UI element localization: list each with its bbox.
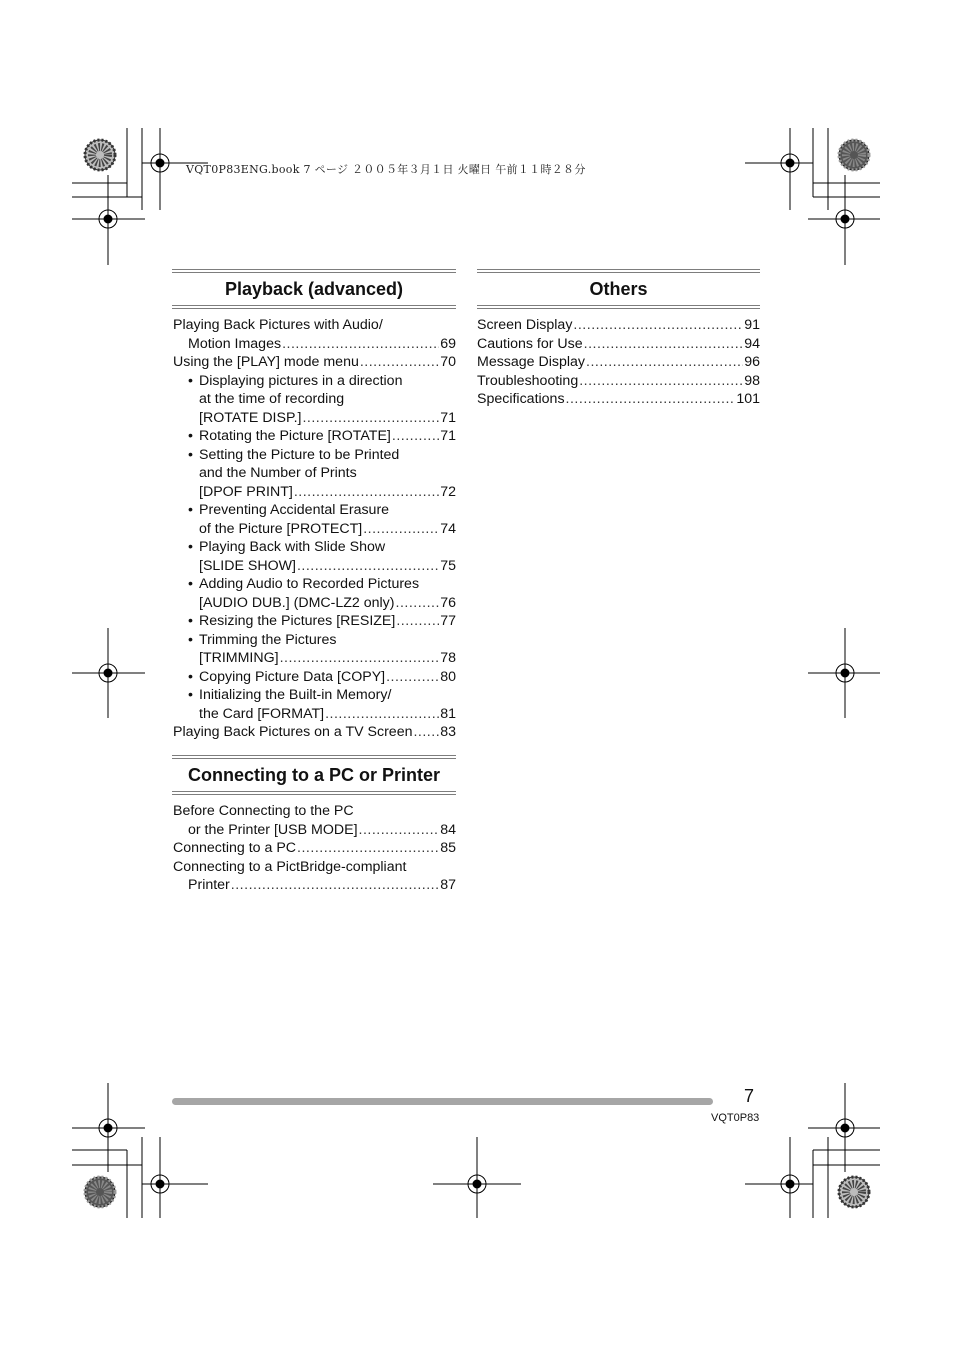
toc-entry[interactable]: • Initializing the Built-in Memory/ — [188, 687, 392, 703]
toc-entry[interactable]: Specifications ..... 101 — [477, 390, 760, 409]
registration-target-icon — [72, 1083, 145, 1172]
toc-entry[interactable]: • Displaying pictures in a direction — [188, 372, 403, 389]
registration-target-icon — [72, 175, 145, 265]
section-title-text: Connecting to a PC or Printer — [187, 765, 441, 785]
page-ref: 96 — [744, 354, 760, 370]
bullet: • — [188, 631, 193, 648]
toc-entry[interactable]: Connecting to a PictBridge-compliant — [173, 858, 407, 875]
registration-target-icon — [142, 1137, 208, 1218]
registration-target-icon — [72, 628, 145, 718]
toc-entry[interactable]: and the Number of Prints — [199, 465, 357, 481]
toc-entry[interactable]: [SLIDE SHOW] ..... 75 — [173, 557, 456, 576]
section-title-connecting — [172, 755, 456, 795]
model-code: VQT0P83 — [711, 1112, 760, 1124]
page-ref: 87 — [440, 877, 456, 893]
toc-entry[interactable]: Using the [PLAY] mode menu ..... 70 — [173, 353, 456, 372]
toc-entry[interactable]: [DPOF PRINT] ..... 72 — [173, 483, 456, 502]
page-ref: 76 — [440, 594, 456, 611]
toc-entry[interactable]: • Rotating the Picture [ROTATE] ..... 71 — [173, 427, 456, 446]
bullet: • — [188, 539, 193, 555]
section-title-playback — [172, 269, 456, 309]
section-title-others — [477, 269, 760, 309]
registration-target-icon — [745, 128, 813, 210]
page-ref: 78 — [440, 650, 456, 666]
bullet: • — [188, 502, 193, 518]
page-ref: 80 — [440, 668, 456, 685]
toc-entry[interactable]: [AUDIO DUB.] (DMC-LZ2 only) ..... 76 — [173, 594, 456, 613]
page-ref: 81 — [440, 705, 456, 722]
registration-target-icon — [745, 1137, 813, 1218]
page-ref: 71 — [440, 409, 456, 426]
toc-list-connecting — [173, 802, 456, 895]
page-ref: 72 — [440, 483, 456, 500]
toc-entry[interactable]: • Setting the Picture to be Printed — [188, 446, 400, 463]
page-ref: 98 — [744, 372, 760, 389]
toc-entry[interactable]: of the Picture [PROTECT] ..... 74 — [173, 520, 456, 539]
toc-entry[interactable]: • Adding Audio to Recorded Pictures — [188, 576, 420, 592]
page-ref: 91 — [744, 317, 760, 333]
toc-entry[interactable]: Connecting to a PC ..... 85 — [173, 839, 456, 858]
print-header: VQT0P83ENG.book 7 ページ ２００５年３月１日 火曜日 午前１１時２８分 — [186, 163, 586, 176]
color-registration-wheel-icon — [839, 1177, 869, 1207]
section-title-text: Playback (advanced) — [224, 279, 404, 299]
registration-target-icon — [433, 1137, 521, 1218]
bullet: • — [188, 687, 193, 703]
toc-entry[interactable]: Motion Images ..... 69 — [173, 335, 456, 354]
page-ref: 69 — [440, 335, 456, 352]
toc-entry[interactable]: the Card [FORMAT] ..... 81 — [173, 705, 456, 724]
page-number: 7 — [744, 1086, 755, 1106]
toc-entry[interactable]: or the Printer [USB MODE] ..... 84 — [173, 821, 456, 840]
registration-target-icon — [808, 1083, 880, 1172]
page-ref: 70 — [440, 354, 456, 370]
toc-entry[interactable]: [ROTATE DISP.] ..... 71 — [173, 409, 456, 428]
toc-entry[interactable]: Message Display ..... 96 — [477, 353, 760, 372]
bullet: • — [188, 576, 193, 592]
toc-entry[interactable]: Troubleshooting ..... 98 — [477, 372, 760, 391]
bullet: • — [188, 668, 193, 685]
page-ref: 71 — [440, 428, 456, 444]
toc-entry[interactable]: • Resizing the Pictures [RESIZE] ..... 77 — [173, 612, 456, 631]
toc-entry[interactable]: Printer ..... 87 — [173, 876, 456, 895]
registration-target-icon — [808, 628, 880, 718]
footer-rule — [172, 1098, 713, 1105]
toc-entry[interactable]: [TRIMMING] ..... 78 — [173, 649, 456, 668]
section-title-text: Others — [589, 279, 648, 299]
toc-list-others — [477, 316, 760, 409]
page-ref: 101 — [736, 391, 760, 407]
page-ref: 94 — [744, 335, 760, 352]
color-registration-wheel-icon — [839, 140, 869, 170]
toc-entry[interactable]: • Preventing Accidental Erasure — [188, 502, 390, 518]
page-ref: 84 — [440, 821, 456, 838]
toc-entry[interactable]: Cautions for Use ..... 94 — [477, 335, 760, 354]
bullet: • — [188, 428, 193, 444]
bullet: • — [188, 613, 193, 629]
page-ref: 83 — [440, 724, 456, 740]
color-registration-wheel-icon — [85, 140, 115, 170]
bullet: • — [188, 372, 193, 389]
bullet: • — [188, 446, 193, 463]
toc-entry[interactable]: at the time of recording — [199, 391, 345, 407]
page-ref: 75 — [440, 557, 456, 574]
toc-entry[interactable]: Playing Back Pictures on a TV Screen ..... 83 — [173, 723, 456, 742]
color-registration-wheel-icon — [85, 1177, 115, 1207]
toc-entry[interactable]: • Copying Picture Data [COPY] ..... 80 — [173, 668, 456, 687]
registration-target-icon — [808, 175, 880, 265]
toc-list-playback — [173, 316, 456, 742]
page-ref: 77 — [440, 613, 456, 629]
toc-entry[interactable]: • Trimming the Pictures — [188, 631, 337, 648]
toc-entry[interactable]: Playing Back Pictures with Audio/ — [173, 317, 383, 333]
page-ref: 85 — [440, 840, 456, 856]
toc-entry[interactable]: • Playing Back with Slide Show — [188, 539, 386, 555]
toc-entry[interactable]: Before Connecting to the PC — [173, 803, 354, 819]
toc-entry[interactable]: Screen Display ..... 91 — [477, 316, 760, 335]
page-ref: 74 — [440, 520, 456, 537]
